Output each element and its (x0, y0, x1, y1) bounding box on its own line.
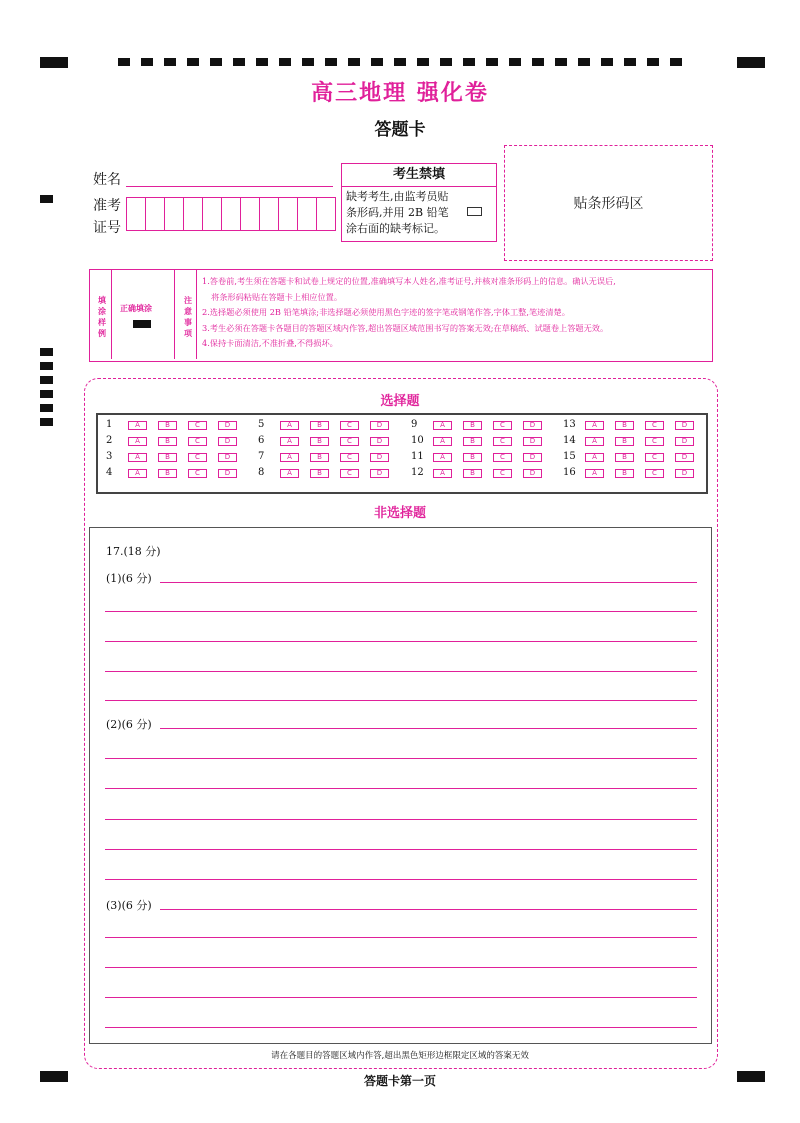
answer-line[interactable] (160, 582, 697, 583)
option-bubble[interactable]: D (675, 421, 694, 430)
absent-mark-box[interactable] (467, 207, 482, 216)
question-number: 4 (106, 467, 113, 478)
option-bubble[interactable]: D (218, 421, 237, 430)
option-bubble[interactable]: C (188, 421, 207, 430)
side-mark (40, 362, 53, 370)
question-number: 16 (563, 467, 576, 478)
option-bubble[interactable]: B (310, 453, 329, 462)
notes-label: 注意事项 (184, 296, 192, 338)
option-bubble[interactable]: A (128, 437, 147, 446)
option-bubble[interactable]: D (675, 453, 694, 462)
option-bubble[interactable]: B (463, 453, 482, 462)
question-number: 12 (411, 467, 424, 478)
answer-line[interactable] (105, 671, 697, 672)
divider (174, 270, 175, 359)
timing-dashes (118, 58, 687, 66)
notice-item: 2.选择题必须使用 2B 铅笔填涂;非选择题必须使用黑色字迹的签字笔或钢笔作答,字体工整,笔迹清楚。 (202, 307, 570, 317)
answer-line[interactable] (105, 819, 697, 820)
corner-mark-right (737, 57, 765, 68)
choice-grid (96, 413, 708, 494)
question-number: 9 (411, 419, 418, 430)
option-bubble[interactable]: D (523, 453, 542, 462)
question-number: 11 (411, 451, 424, 462)
option-bubble[interactable]: D (218, 437, 237, 446)
answer-line[interactable] (105, 879, 697, 880)
question-number: 14 (563, 435, 576, 446)
notice-item: 3.考生必须在答题卡各题目的答题区域内作答,超出答题区域范围书写的答案无效;在草稿纸、试题卷上答题无效。 (202, 322, 609, 333)
question-number: 8 (258, 467, 265, 478)
option-bubble[interactable]: C (340, 453, 359, 462)
side-mark (40, 376, 53, 384)
option-bubble[interactable]: C (340, 437, 359, 446)
option-bubble[interactable]: C (188, 437, 207, 446)
option-bubble[interactable]: C (493, 437, 512, 446)
question-17-label: 17.(18 分) (106, 545, 161, 558)
correct-fill-sample (133, 320, 151, 328)
id-digit-box[interactable] (221, 197, 241, 231)
id-digit-box[interactable] (164, 197, 184, 231)
answer-line[interactable] (105, 788, 697, 789)
question-number: 10 (411, 435, 424, 446)
divider (111, 270, 112, 359)
option-bubble[interactable]: C (645, 437, 664, 446)
option-bubble[interactable]: A (433, 437, 452, 446)
part-3-label: (3)(6 分) (106, 899, 152, 912)
id-digit-box[interactable] (240, 197, 260, 231)
answer-line[interactable] (105, 758, 697, 759)
option-bubble[interactable]: B (463, 437, 482, 446)
footer-note: 请在各题目的答题区域内作答,超出黑色矩形边框限定区域的答案无效 (271, 1051, 529, 1061)
option-bubble[interactable]: A (433, 453, 452, 462)
option-bubble[interactable]: A (585, 453, 604, 462)
answer-line[interactable] (105, 1027, 697, 1028)
barcode-label: 贴条形码区 (573, 196, 644, 212)
option-bubble[interactable]: D (370, 421, 389, 430)
option-bubble[interactable]: A (585, 437, 604, 446)
option-bubble[interactable]: A (433, 421, 452, 430)
forbidden-title: 考生禁填 (342, 164, 496, 187)
option-bubble[interactable]: A (128, 421, 147, 430)
id-digit-box[interactable] (202, 197, 222, 231)
option-bubble[interactable]: D (218, 453, 237, 462)
side-mark (40, 418, 53, 426)
notice-item: 将条形码粘贴在答题卡上相应位置。 (211, 291, 343, 302)
notice-item: 4.保持卡面清洁,不准折叠,不得损坏。 (202, 338, 338, 348)
option-bubble[interactable]: B (463, 421, 482, 430)
option-bubble[interactable]: D (523, 469, 542, 478)
option-bubble[interactable]: A (585, 421, 604, 430)
option-bubble[interactable]: C (493, 469, 512, 478)
option-bubble[interactable]: C (340, 421, 359, 430)
question-number: 1 (106, 419, 113, 430)
exam-id-boxes[interactable] (126, 197, 335, 231)
non-choice-box (89, 527, 712, 1044)
fill-example-label: 填涂样例 (98, 296, 106, 338)
answer-line[interactable] (105, 611, 697, 612)
option-bubble[interactable]: B (158, 469, 177, 478)
forbidden-text: 缺考考生,由监考员贴条形码,并用 2B 铅笔涂右面的缺考标记。 (346, 190, 449, 235)
option-bubble[interactable]: B (310, 469, 329, 478)
answer-line[interactable] (105, 700, 697, 701)
notice-list (202, 274, 707, 352)
non-choice-section-title: 非选择题 (373, 506, 426, 521)
option-bubble[interactable]: D (675, 469, 694, 478)
side-mark (40, 348, 53, 356)
option-bubble[interactable]: C (645, 453, 664, 462)
option-bubble[interactable]: B (615, 437, 634, 446)
corner-mark-left (40, 57, 68, 68)
option-bubble[interactable]: B (158, 421, 177, 430)
option-bubble[interactable]: A (585, 469, 604, 478)
option-bubble[interactable]: B (615, 469, 634, 478)
page-label: 答题卡第一页 (363, 1074, 436, 1088)
option-bubble[interactable]: C (188, 469, 207, 478)
id-digit-box[interactable] (126, 197, 146, 231)
option-bubble[interactable]: C (645, 469, 664, 478)
option-bubble[interactable]: D (370, 453, 389, 462)
option-bubble[interactable]: C (645, 421, 664, 430)
option-bubble[interactable]: B (158, 453, 177, 462)
option-bubble[interactable]: B (615, 453, 634, 462)
id-label-line1: 准考 (93, 198, 121, 214)
examinee-forbidden-box (341, 163, 497, 242)
option-bubble[interactable]: D (675, 437, 694, 446)
exam-title: 高三地理 强化卷 (311, 81, 489, 106)
option-bubble[interactable]: C (493, 453, 512, 462)
answer-line[interactable] (160, 728, 697, 729)
divider (196, 270, 197, 359)
question-number: 5 (258, 419, 265, 430)
id-digit-box[interactable] (316, 197, 336, 231)
answer-line[interactable] (160, 909, 697, 910)
question-number: 15 (563, 451, 576, 462)
notice-item: 1.答卷前,考生须在答题卡和试卷上规定的位置,准确填写本人姓名,准考证号,并核对准条形码上的信息。确认无误后, (202, 276, 616, 286)
choice-section-title: 选择题 (380, 394, 420, 409)
part-2-label: (2)(6 分) (106, 718, 152, 731)
answer-line[interactable] (105, 997, 697, 998)
option-bubble[interactable]: A (280, 437, 299, 446)
option-bubble[interactable]: A (433, 469, 452, 478)
option-bubble[interactable]: B (158, 437, 177, 446)
name-input-line[interactable] (126, 186, 333, 187)
option-bubble[interactable]: D (218, 469, 237, 478)
side-mark (40, 195, 53, 203)
option-bubble[interactable]: A (128, 453, 147, 462)
correct-fill-label: 正确填涂 (120, 304, 152, 313)
option-bubble[interactable]: A (128, 469, 147, 478)
option-bubble[interactable]: D (370, 437, 389, 446)
option-bubble[interactable]: C (493, 421, 512, 430)
answer-line[interactable] (105, 967, 697, 968)
option-bubble[interactable]: B (615, 421, 634, 430)
question-number: 2 (106, 435, 113, 446)
sheet-subtitle: 答题卡 (374, 120, 426, 140)
id-digit-box[interactable] (145, 197, 165, 231)
answer-line[interactable] (105, 937, 697, 938)
id-label-line2: 证号 (93, 220, 121, 236)
option-bubble[interactable]: A (280, 469, 299, 478)
option-bubble[interactable]: C (340, 469, 359, 478)
id-digit-box[interactable] (259, 197, 279, 231)
question-number: 7 (258, 451, 265, 462)
option-bubble[interactable]: A (280, 453, 299, 462)
id-digit-box[interactable] (278, 197, 298, 231)
answer-line[interactable] (105, 641, 697, 642)
question-number: 3 (106, 451, 113, 462)
part-1-label: (1)(6 分) (106, 572, 152, 585)
option-bubble[interactable]: D (370, 469, 389, 478)
id-digit-box[interactable] (297, 197, 317, 231)
option-bubble[interactable]: C (188, 453, 207, 462)
barcode-area (504, 145, 713, 261)
answer-line[interactable] (105, 849, 697, 850)
option-bubble[interactable]: B (310, 421, 329, 430)
name-label: 姓名 (93, 172, 121, 188)
id-digit-box[interactable] (183, 197, 203, 231)
option-bubble[interactable]: D (523, 437, 542, 446)
option-bubble[interactable]: B (310, 437, 329, 446)
option-bubble[interactable]: A (280, 421, 299, 430)
notice-panel (89, 269, 713, 362)
option-bubble[interactable]: B (463, 469, 482, 478)
question-number: 13 (563, 419, 576, 430)
option-bubble[interactable]: D (523, 421, 542, 430)
timing-mark-strip (40, 57, 765, 67)
question-number: 6 (258, 435, 265, 446)
